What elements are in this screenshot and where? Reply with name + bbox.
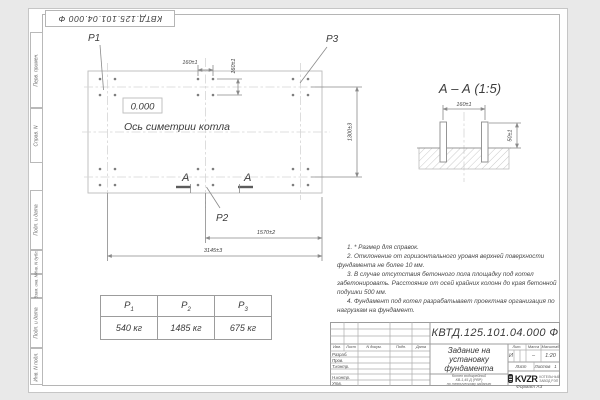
format-label: Формат А3 <box>516 385 543 390</box>
tb-row-nkontr: Н.контр. <box>332 374 351 380</box>
margin-label: Справ. N <box>33 125 40 146</box>
load-table-header-p2: $P_2$ <box>158 296 215 317</box>
anchor-stud-left <box>440 122 447 162</box>
tb-row-razrab: Разраб. <box>332 351 348 357</box>
load-table-header-p1: $P_1$ <box>101 296 158 317</box>
margin-label: Инв. N подл. <box>33 351 40 382</box>
margin-label: Подп. и дата <box>33 307 40 339</box>
dim-length: 3145±3 <box>203 248 223 254</box>
tb-col-podp: Подп. <box>395 345 407 350</box>
leader-p3 <box>300 47 327 83</box>
dim-bolt-spacing-h: 160±1 <box>182 60 198 66</box>
level-mark: 0.000 <box>130 101 155 113</box>
load-value-p2: 1485 кг <box>158 317 215 340</box>
technical-notes <box>337 244 563 316</box>
title-block <box>330 322 560 386</box>
point-label-p1: P1 <box>88 33 101 44</box>
load-table <box>100 295 272 340</box>
tb-lit-value: И <box>509 352 513 359</box>
tb-masshtab-value: 1:20 <box>545 352 556 359</box>
dim-bolt-spacing-v: 160±1 <box>231 58 237 74</box>
section-mark-letter-left: А <box>182 172 190 184</box>
note-4: 4. Фундамент под котел разрабатывает проектная организация по нагрузкам на фундамент. <box>337 297 555 314</box>
note-3: 3. В случае отсутствия бетонного пола площадку под котел забетонировать. Расстояние от осей крайних колонн до края бетонной подушки 500 мм. <box>337 270 557 296</box>
tb-massa-header: Масса <box>527 345 540 349</box>
concrete-hatch <box>419 148 509 169</box>
load-value-p1: 540 кг <box>101 317 158 340</box>
load-table-header-row <box>101 296 272 317</box>
note-1: 1. * Размер для справок. <box>347 244 419 251</box>
point-label-p2: P2 <box>216 213 229 224</box>
load-value-p3: 675 кг <box>215 317 272 340</box>
section-mark-letter-right: А <box>244 172 252 184</box>
tb-lit-header: Лит. <box>512 345 522 349</box>
tb-row-tkontr: Т.контр. <box>332 363 350 369</box>
tb-sheet-label: Лист <box>515 364 527 369</box>
margin-label: Взам. инв. N <box>34 273 40 299</box>
dim-section-bolt-spacing: 160±1 <box>456 102 472 108</box>
point-label-p3: P3 <box>326 34 339 45</box>
note-2: 2. Отклонение от горизонтального уровня верхней поверхности фундамента не более 10 мм. <box>337 252 545 269</box>
doc-number-rotated: КВТД.125.101.04.000 Ф <box>57 13 163 24</box>
leader-p2 <box>207 187 221 208</box>
tb-doc-number: КВТД.125.101.04.000 Ф <box>431 327 559 339</box>
tb-col-ndokum: N докум. <box>366 345 382 350</box>
margin-label: Подп. и дата <box>33 204 40 236</box>
tb-col-list: Лист <box>346 345 356 350</box>
plan-view <box>82 33 362 261</box>
company-name: КОТЕЛЬНЫЙ ЗАВОД РЭП <box>539 374 560 383</box>
margin-label: Инв. N дубл. <box>34 249 39 275</box>
anchor-stud-right <box>482 122 489 162</box>
tb-row-prov: Пров. <box>332 357 344 363</box>
load-table-value-row <box>101 317 272 340</box>
leader-p1 <box>100 45 104 90</box>
tb-product-name: Котел водогрейный КВ-1,45 Д (РВР) по техническому заданию <box>446 374 492 386</box>
dim-stud-protrusion: 50±1 <box>507 129 514 142</box>
tb-sheets-label: Листов <box>534 364 551 369</box>
tb-company-cell <box>508 371 560 386</box>
tb-masshtab-header: Масштаб <box>541 345 560 349</box>
load-table-header-p3: $P_3$ <box>215 296 272 317</box>
tb-col-data: Дата <box>415 345 427 350</box>
tb-sheets-count: 1 <box>554 364 557 369</box>
section-view-title: А – А (1:5) <box>438 81 502 96</box>
tb-col-izm: Изм. <box>332 345 342 350</box>
dim-half-length: 1570±2 <box>256 230 276 236</box>
margin-label: Перв. примен. <box>33 53 40 87</box>
tb-row-utv: Утв. <box>332 380 342 386</box>
tb-drawing-title: Задание на установку фундамента <box>444 345 494 373</box>
axis-of-symmetry-label: Ось симетрии котла <box>124 121 231 133</box>
dim-width: 1300±3 <box>347 122 354 142</box>
section-view-a-a <box>417 81 521 182</box>
company-logo-icon <box>508 374 513 383</box>
company-logo-text: KVZR <box>514 373 538 384</box>
tb-massa-value: – <box>531 352 536 359</box>
